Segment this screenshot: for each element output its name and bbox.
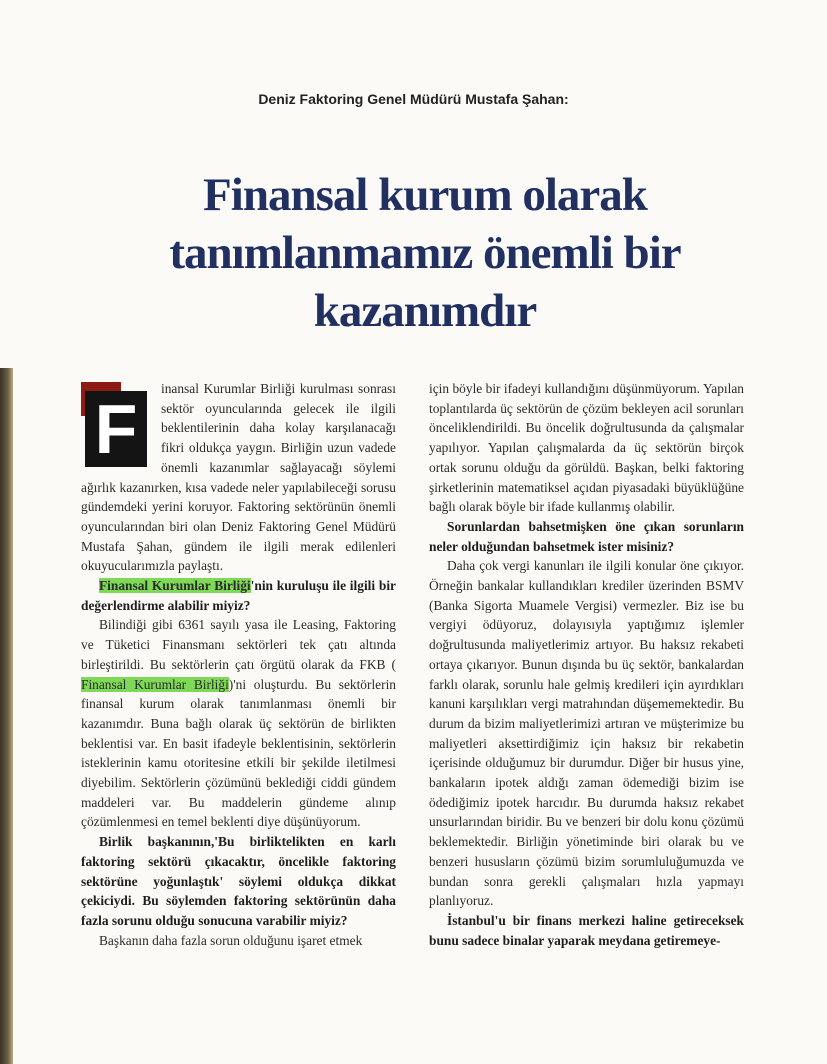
question-1 [81, 576, 396, 615]
answer-1-part2: )'ni oluşturdu. Bu sektörlerin finansal kurum olarak tanımlanması önemli bir kazanımdır. Buna bağlı olarak üç sektörün de birlikten beklentisi var. En basit ifadeyle beklentisinin, sektörlerin isteklerinin kamu otoritesine etkili bir şekilde iletilmesi diyebilim. Sektörlerin çözümünü beklediği ciddi gündem maddeleri var. Bu maddelerin gündeme alınıp çözümlenmesi en temel beklenti diye düşünüyorum. [81, 676, 396, 830]
question-2: Birlik başkanının,'Bu birliktelikten en karlı faktoring sektörü çıkacaktır, öncelikle faktoring sektörüne yoğunlaştık' söylemi oldukça dikkat çekiciydi. Bu söylemden faktoring sektörünün daha fazla sorunu olduğu sonucuna varabilir miyiz? [81, 834, 396, 928]
dropcap-letter: F [85, 391, 147, 467]
dropcap [81, 382, 151, 468]
answer-1-part1: Bilindiği gibi 6361 sayılı yasa ile Leasing, Faktoring ve Tüketici Finansmanı sektörleri tek çatı altında birleştirildi. Bu sektörlerin çatı örgütü olarak da FKB ( [81, 617, 396, 672]
highlight-term: Finansal Kurumlar Birliği [81, 676, 229, 692]
article-column-left [81, 379, 396, 950]
question-4: İstanbul'u bir finans merkezi haline getireceksek bunu sadece binalar yaparak meydana getiremeye- [429, 912, 744, 948]
answer-1 [81, 615, 396, 832]
question-1-text: 'nin kuruluşu ile ilgili bir değerlendirme alabilir miyiz? [81, 578, 396, 613]
answer-2-continued: için böyle bir ifadeyi kullandığını düşünmüyorum. Yapılan toplantılarda üç sektörün de çözüm bekleyen acil sorunları önceliklendirildi. Bu öncelik doğrultusunda da çalışmalar yapılıyor. Yapılan çalışmalarda da üç sektörün birçok ortak sorunu olduğu da görüldü. Başkan, belki faktoring şirketlerinin matematiksel açıdan piyasadaki büyüklüğüne bağlı olarak böyle bir ifade kullanmış olabilir. [429, 381, 744, 515]
article-headline: Finansal kurum olarak tanımlanmamız önemli bir kazanımdır [169, 169, 681, 337]
article-column-right [429, 379, 744, 950]
intro-paragraph: inansal Kurumlar Birliği kurulması sonrası sektör oyuncularında gelecek ile ilgili beklentilerinin daha kolay karşılanacağı fikri oldukça yaygın. Birliğin uzun vadede önemli kazanımlar sağlayacağı söylemi ağırlık kazanırken, kısa vadede neler yapılabileceği sorusu gündemdeki yerini koruyor. Faktoring sektörünün önemli oyuncularından biri olan Deniz Faktoring Genel Müdürü Mustafa Şahan, gündem ile ilgili merak edilenleri okuyucularımızla paylaştı. [81, 381, 396, 574]
question-3: Sorunlardan bahsetmişken öne çıkan sorunların neler olduğundan bahsetmek ister misiniz? [429, 518, 744, 554]
highlight-term: Finansal Kurumlar Birliği [99, 578, 251, 594]
page-edge-decoration [0, 368, 13, 1064]
answer-2-start: Başkanın daha fazla sorun olduğunu işaret etmek [99, 932, 363, 948]
answer-3: Daha çok vergi kanunları ile ilgili konular öne çıkıyor. Örneğin bankalar kullandıkları krediler üzerinden BSMV (Banka Sigorta Muamele Vergisi) vermezler. Biz ise bu vergiyi ödüyoruz, dolayısıyla yaptığımız işlemler doğrultusunda maliyetlerimiz artıyor. Bu haksız rekabeti ortaya çıkarıyor. Bunun dışında bu üç sektör, bankalardan farklı olarak, sorunlu hale gelmiş kredileri için ayırdıkları kanuni karşılıkları vergi matrahından düşememektedir. Bu durum da bizim maliyetlerimizi artıran ve müşterimize bu maliyetleri aksettirdiğimiz için haksız bir rekabetin içerisinde olduğumuz bir durumdur. Diğer bir husus yine, bankaların ipotek aldığı zaman ödemediği bizim ise ödediğimiz ipotek harcıdır. Bu durumda haksız rekabet unsurlarından biridir. Bu ve benzeri bir dolu konu çözümü beklemektedir. Birliğin yönetiminde biri olarak bu ve benzeri hususların çözümü bizim sorumluluğumuzda ve bundan sonra gerekli çalışmaları hızla yapmayı planlıyoruz. [429, 558, 744, 909]
article-kicker: Deniz Faktoring Genel Müdürü Mustafa Şahan: [258, 91, 569, 107]
